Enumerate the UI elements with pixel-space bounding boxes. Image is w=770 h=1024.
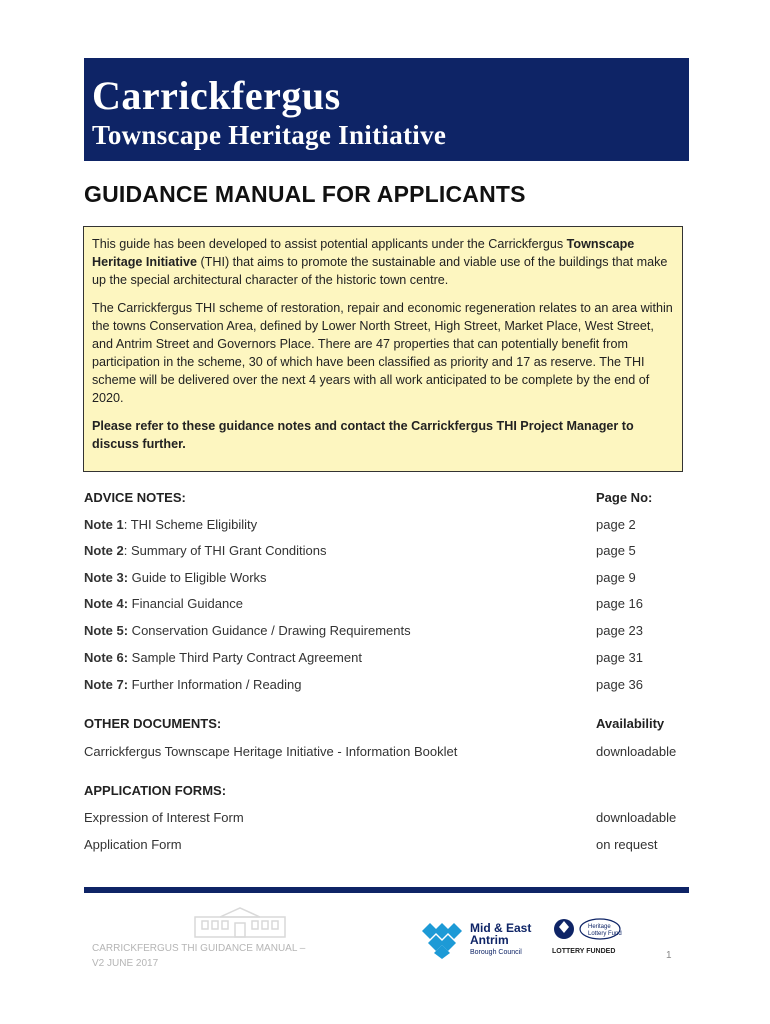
banner-subtitle: Townscape Heritage Initiative bbox=[92, 120, 447, 150]
forms-header: APPLICATION FORMS: bbox=[84, 783, 227, 798]
thi-name: Townscape Heritage Initiative bbox=[92, 237, 635, 269]
lottery-line-1: Heritage bbox=[588, 924, 611, 930]
other-docs-header-row bbox=[84, 716, 689, 734]
other-doc-row[interactable]: Carrickfergus Townscape Heritage Initiative - Information Booklet downloadable bbox=[84, 744, 677, 759]
form-row[interactable]: Expression of Interest Form downloadable bbox=[84, 810, 677, 825]
lottery-line-2: Lottery Fund bbox=[588, 931, 622, 937]
form-row[interactable]: Application Form on request bbox=[84, 837, 658, 852]
title-banner bbox=[84, 58, 689, 161]
banner-title: Carrickfergus bbox=[92, 73, 341, 118]
advice-note-row[interactable]: Note 3: Guide to Eligible Works page 9 bbox=[84, 570, 636, 585]
building-watermark-icon bbox=[190, 905, 290, 939]
mea-line-3: Borough Council bbox=[470, 949, 522, 956]
advice-note-row[interactable]: Note 5: Conservation Guidance / Drawing Requirements page 23 bbox=[84, 623, 643, 638]
advice-note-row[interactable]: Note 2: Summary of THI Grant Conditions page 5 bbox=[84, 543, 636, 558]
footer-document-id: CARRICKFERGUS THI GUIDANCE MANUAL – V2 JUNE 2017 bbox=[92, 943, 306, 969]
advice-header-row bbox=[84, 490, 689, 508]
mea-line-1: Mid & East bbox=[470, 921, 532, 935]
intro-paragraph-1: This guide has been developed to assist potential applicants under the Carrickfergus Townscape Heritage Initiative (THI) that aims to promote the sustainable and viable use of the buildings that make up the special architectural character of the historic town centre. bbox=[92, 237, 668, 287]
other-docs-header: OTHER DOCUMENTS: bbox=[84, 716, 222, 731]
advice-note-row[interactable]: Note 7: Further Information / Reading page 36 bbox=[84, 677, 643, 692]
forms-header-row bbox=[84, 783, 689, 801]
page-column-header: Page No: bbox=[596, 490, 653, 505]
availability-header: Availability bbox=[596, 716, 665, 731]
footer-rule bbox=[84, 887, 689, 893]
mea-line-2: Antrim bbox=[470, 933, 509, 947]
page-title: GUIDANCE MANUAL FOR APPLICANTS bbox=[84, 181, 526, 207]
advice-note-row[interactable]: Note 6: Sample Third Party Contract Agreement page 31 bbox=[84, 650, 643, 665]
advice-note-row[interactable]: Note 4: Financial Guidance page 16 bbox=[84, 596, 643, 611]
intro-paragraph-2: The Carrickfergus THI scheme of restoration, repair and economic regeneration relates to an area within the towns Conservation Area, defined by Lower North Street, High Street, Market Place, West Street, and Antrim Street and Governors Place. There are 47 properties that can potentially benefit from participation in the scheme, 30 of which have been classified as priority and 17 as reserve. The THI scheme will be delivered over the next 4 years with all work anticipated to be complete by the end of 2020. bbox=[92, 301, 673, 405]
advice-header: ADVICE NOTES: bbox=[84, 490, 186, 505]
advice-note-row[interactable]: Note 1: THI Scheme Eligibility page 2 bbox=[84, 517, 636, 532]
lottery-funded-text: LOTTERY FUNDED bbox=[552, 948, 616, 955]
intro-paragraph-3: Please refer to these guidance notes and contact the Carrickfergus THI Project Manager to discuss further. bbox=[92, 419, 634, 451]
page-number: 1 bbox=[666, 950, 672, 961]
lottery-funded-logo-icon bbox=[550, 915, 630, 959]
intro-box bbox=[83, 226, 683, 472]
mid-east-antrim-logo-icon bbox=[420, 915, 540, 959]
